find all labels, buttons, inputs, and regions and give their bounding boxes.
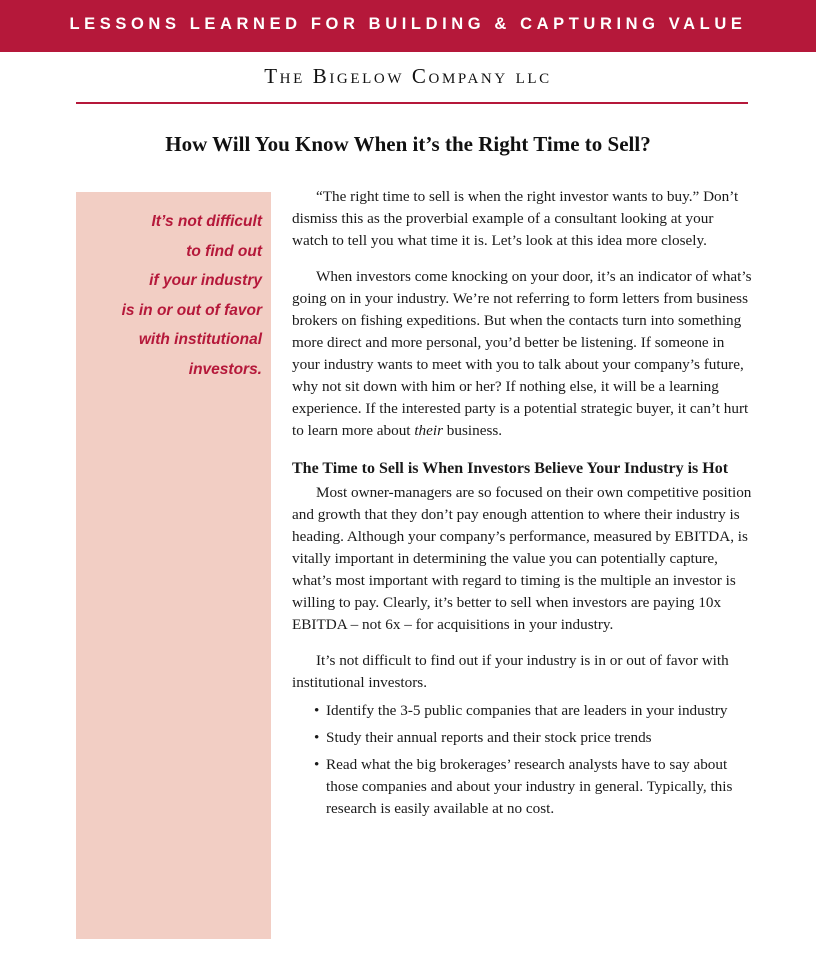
emphasis-text: their [414, 422, 443, 439]
pull-quote-line: investors. [188, 360, 262, 378]
pull-quote-line: to find out [186, 242, 262, 260]
bullet-icon: • [314, 729, 320, 746]
paragraph-owner-managers: Most owner-managers are so focused on their own competitive position and growth that they don’t pay enough attention to where their industry is heading. Although your company’s performance, measured by EBITDA, is vitally important in determining the value you can potentially capture, what’s most important with regard to timing is the multiple an investor is willing to pay. Clearly, it’s better to sell when investors are paying 10x EBITDA – not 6x – for acquisitions in your industry. [292, 484, 752, 633]
list-item-text: Identify the 3-5 public companies that are leaders in your industry [326, 702, 728, 719]
header-divider [76, 102, 748, 104]
pull-quote-line: with institutional [138, 331, 262, 348]
pull-quote-line: It’s not difficult [151, 213, 262, 230]
pull-quote [86, 207, 262, 384]
paragraph-text: business. [443, 422, 503, 439]
list-item [314, 754, 752, 820]
banner-title: LESSONS LEARNED FOR BUILDING & CAPTURING VALUE [69, 15, 747, 33]
paragraph-institutional: It’s not difficult to find out if your industry is in or out of favor with institutional investors. [292, 652, 729, 691]
paragraph-investors [292, 266, 752, 442]
top-banner [0, 0, 816, 52]
paragraph-intro: “The right time to sell is when the right investor wants to buy.” Don’t dismiss this as the proverbial example of a consultant looking at your watch to tell you what time it is. Let’s look at this idea more closely. [292, 188, 739, 249]
paragraph-text: When investors come knocking on your door, it’s an indicator of what’s going on in your industry. We’re not referring to form letters from business brokers on fishing expeditions. But when the contacts turn into something more direct and more personal, you’d better be listening. If someone in your industry wants to meet with you to talk about your company’s future, why not sit down with him or her? If nothing else, it will be a learning experience. If the interested party is a potential strategic buyer, it can’t hurt to learn more about [292, 268, 752, 439]
pull-quote-line: if your industry [149, 272, 262, 289]
bullet-icon: • [314, 756, 320, 773]
list-item-text: Read what the big brokerages’ research analysts have to say about those companies and about your industry in general. Typically, this research is easily available at no cost. [326, 756, 733, 817]
bullet-icon: • [314, 702, 320, 719]
article-body [292, 186, 752, 825]
bullet-list [292, 700, 752, 820]
section-heading: The Time to Sell is When Investors Believe Your Industry is Hot [292, 460, 729, 477]
list-item-text: Study their annual reports and their stock price trends [326, 729, 652, 746]
pull-quote-line: is in or out of favor [121, 301, 262, 319]
article-title: How Will You Know When it’s the Right Time to Sell? [165, 132, 651, 156]
company-name: The Bigelow Company llc [264, 64, 552, 88]
list-item [314, 727, 752, 749]
list-item [314, 700, 752, 722]
